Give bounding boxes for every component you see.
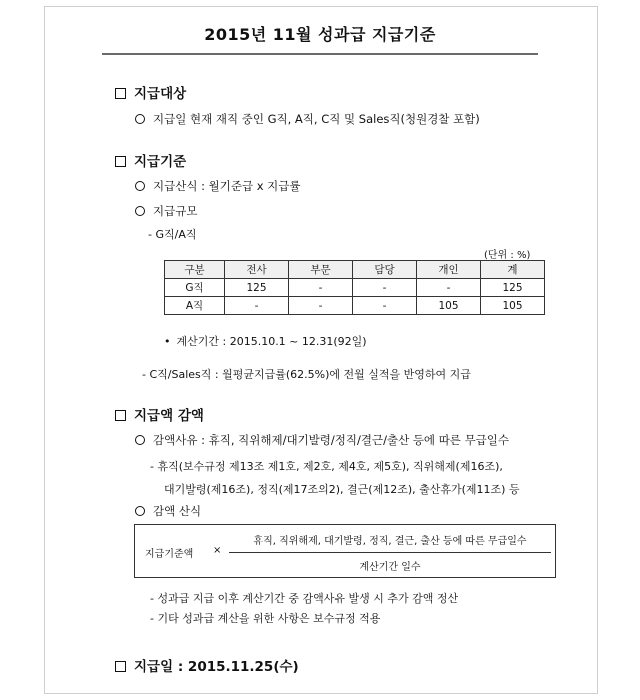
formula-base: 지급기준액 [145,549,194,560]
square-bullet-icon [115,661,126,672]
section-criteria-heading [115,150,186,170]
table-cell: - [353,279,417,297]
table-header-cell: 전사 [225,261,289,279]
table-cell: 105 [481,297,545,315]
payment-rate-table [164,260,545,315]
reason-item [135,432,509,448]
table-cell: 105 [417,297,481,315]
dot-bullet-icon: • [164,335,171,348]
table-row [165,279,545,297]
calc-item [135,503,201,519]
table-cell: - [353,297,417,315]
section-payday-heading [115,655,299,675]
circle-bullet-icon [135,206,145,216]
section-heading-text: 지급액 감액 [134,408,204,424]
reason-item-text: 감액사유 : 휴직, 직위해제/대기발령/정직/결근/출산 등에 따른 무급일수 [153,433,510,447]
c-sales-note: - C직/Sales직 : 월평균지급률(62.5%)에 전월 실적을 반영하여 지급 [142,368,471,381]
table-header-cell: 부문 [289,261,353,279]
target-item-text: 지급일 현재 재직 중인 G직, A직, C직 및 Sales직(청원경찰 포함) [153,112,480,126]
formula-item-text: 지급산식 : 월기준급 x 지급률 [153,179,301,193]
circle-bullet-icon [135,506,145,516]
formula-denominator: 계산기간 일수 [359,562,421,573]
reason-detail-2: 대기발령(제16조), 정직(제17조의2), 결근(제12조), 출산휴가(제11조) 등 [164,483,520,496]
section-target-heading [115,82,186,102]
table-cell: - [289,297,353,315]
table-header-cell: 구분 [165,261,225,279]
table-cell: G직 [165,279,225,297]
fraction-line [229,552,551,553]
page-title: 2015년 11월 성과급 지급기준 [204,25,436,44]
table-header-row [165,261,545,279]
table-row [165,297,545,315]
scale-item [135,203,197,219]
circle-bullet-icon [135,114,145,124]
formula-item [135,178,301,194]
reduction-formula-box [134,524,556,578]
table-header-cell: 계 [481,261,545,279]
square-bullet-icon [115,410,126,421]
section-reduction-heading [115,404,204,424]
section-heading-text: 지급일 : 2015.11.25(수) [134,659,299,675]
formula-numerator: 휴직, 직위해제, 대기발령, 정직, 결근, 출산 등에 따른 무급일수 [253,536,527,547]
multiply-icon: × [213,545,222,556]
section-heading-text: 지급대상 [134,86,187,102]
circle-bullet-icon [135,435,145,445]
period-text: 계산기간 : 2015.10.1 ~ 12.31(92일) [176,335,367,348]
table-header-cell: 개인 [417,261,481,279]
unit-label: (단위 : %) [484,250,531,261]
scale-item-text: 지급규모 [153,204,198,218]
table-cell: - [417,279,481,297]
square-bullet-icon [115,156,126,167]
table-cell: 125 [225,279,289,297]
table-header-cell: 담당 [353,261,417,279]
table-cell: - [289,279,353,297]
table-cell: A직 [165,297,225,315]
circle-bullet-icon [135,181,145,191]
reduction-note-2: - 기타 성과급 계산을 위한 사항은 보수규정 적용 [150,612,381,625]
target-item [135,111,480,127]
ga-label: - G직/A직 [148,228,197,241]
title-underline [102,53,538,55]
period-note [164,333,367,349]
table-cell: 125 [481,279,545,297]
section-heading-text: 지급기준 [134,154,187,170]
reason-detail-1: - 휴직(보수규정 제13조 제1호, 제2호, 제4호, 제5호), 직위해제(제16조), [150,460,503,473]
calc-item-text: 감액 산식 [153,504,202,518]
reduction-note-1: - 성과급 지급 이후 계산기간 중 감액사유 발생 시 추가 감액 정산 [150,592,459,605]
table-cell: - [225,297,289,315]
square-bullet-icon [115,88,126,99]
